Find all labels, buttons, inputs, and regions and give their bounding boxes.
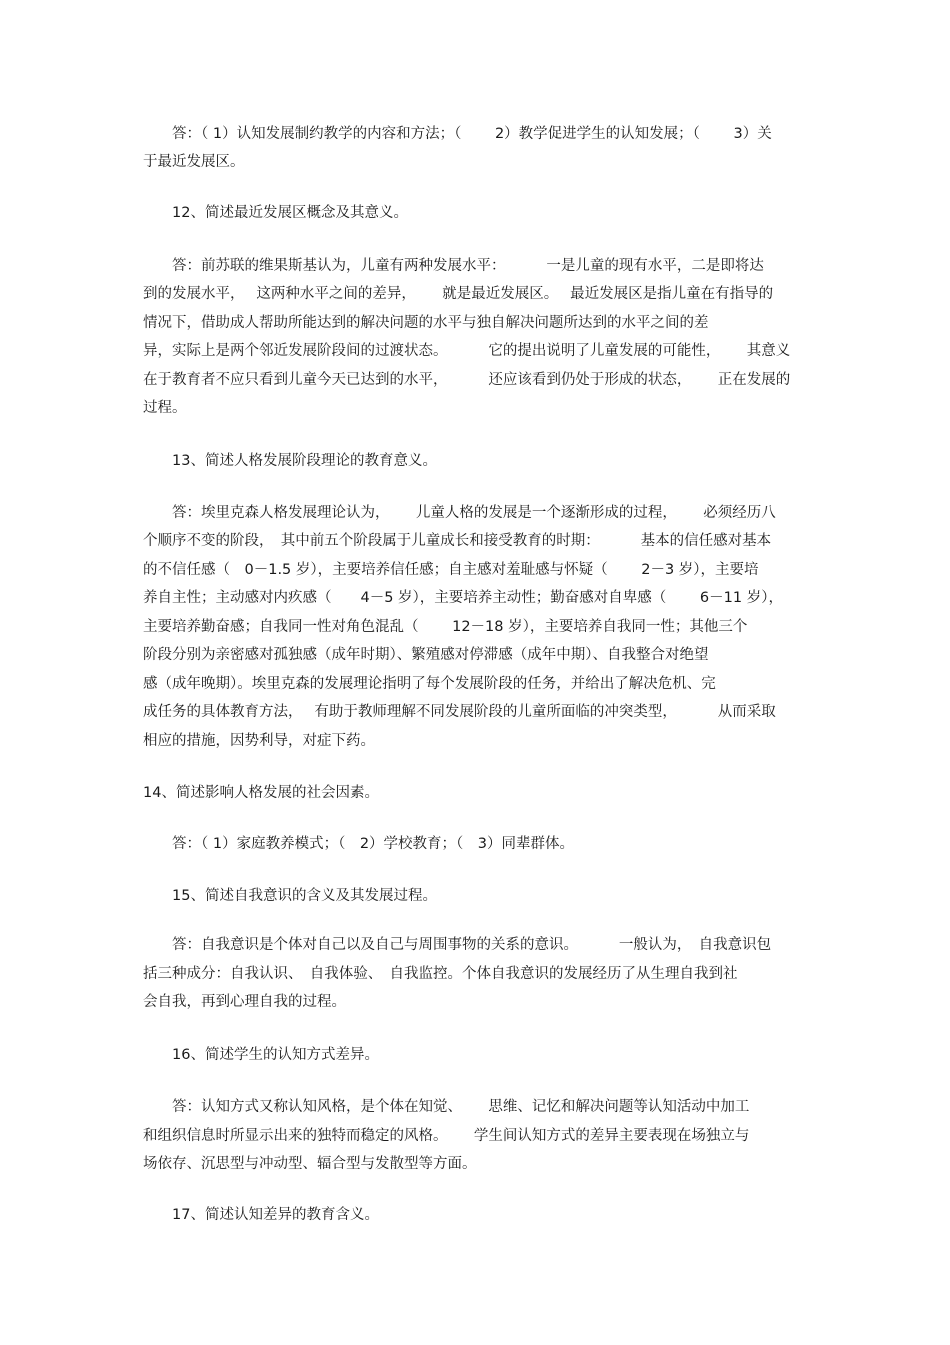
text-line: 答：（ 1）家庭教养模式；（ 2）学校教育；（ 3）同辈群体。 (143, 836, 575, 852)
text-line: 成任务的具体教育方法， 有助于教师理解不同发展阶段的儿童所面临的冲突类型， 从而采取 (143, 704, 776, 720)
text-line: 括三种成分：自我认识、 自我体验、 自我监控。个体自我意识的发展经历了从生理自我到社 (143, 966, 738, 982)
question-heading: 14、简述影响人格发展的社会因素。 (143, 785, 379, 801)
text-line: 异，实际上是两个邻近发展阶段间的过渡状态。 它的提出说明了儿童发展的可能性， 其意义 (143, 343, 791, 359)
text-line: 于最近发展区。 (143, 154, 245, 170)
text-line: 养自主性；主动感对内疚感（ 4－5 岁），主要培养主动性；勤奋感对自卑感（ 6－11 岁）， (143, 590, 783, 606)
text-line: 答：埃里克森人格发展理论认为， 儿童人格的发展是一个逐渐形成的过程， 必须经历八 (143, 505, 776, 521)
text-line: 答：前苏联的维果斯基认为，儿童有两种发展水平： 一是儿童的现有水平，二是即将达 (143, 258, 764, 274)
text-line: 感（成年晚期）。埃里克森的发展理论指明了每个发展阶段的任务，并给出了解决危机、完 (143, 676, 716, 692)
text-line: 在于教育者不应只看到儿童今天已达到的水平， 还应该看到仍处于形成的状态， 正在发展的 (143, 372, 791, 388)
text-line: 主要培养勤奋感；自我同一性对角色混乱（ 12－18 岁），主要培养自我同一性；其他三个 (143, 619, 748, 635)
text-line: 情况下，借助成人帮助所能达到的解决问题的水平与独自解决问题所达到的水平之间的差 (143, 315, 709, 331)
text-line: 答：自我意识是个体对自己以及自己与周围事物的关系的意识。 一般认为， 自我意识包 (143, 937, 772, 953)
question-heading: 17、简述认知差异的教育含义。 (143, 1207, 379, 1223)
text-line: 到的发展水平， 这两种水平之间的差异， 就是最近发展区。 最近发展区是指儿童在有指导的 (143, 286, 774, 302)
text-line: 的不信任感（ 0－1.5 岁），主要培养信任感；自主感对羞耻感与怀疑（ 2－3 岁），主要培 (143, 562, 759, 578)
question-heading: 16、简述学生的认知方式差异。 (143, 1047, 379, 1063)
text-line: 相应的措施，因势利导，对症下药。 (143, 733, 375, 749)
question-heading: 15、简述自我意识的含义及其发展过程。 (143, 888, 437, 904)
text-line: 个顺序不变的阶段， 其中前五个阶段属于儿童成长和接受教育的时期： 基本的信任感对基本 (143, 533, 772, 549)
text-line: 过程。 (143, 400, 187, 416)
text-line: 答：认知方式又称认知风格，是个体在知觉、 思维、记忆和解决问题等认知活动中加工 (143, 1099, 750, 1115)
text-line: 会自我，再到心理自我的过程。 (143, 994, 346, 1010)
text-line: 场依存、沉思型与冲动型、辐合型与发散型等方面。 (143, 1156, 477, 1172)
text-line: 阶段分别为亲密感对孤独感（成年时期）、繁殖感对停滞感（成年中期）、自我整合对绝望 (143, 647, 709, 663)
text-line: 和组织信息时所显示出来的独特而稳定的风格。 学生间认知方式的差异主要表现在场独立与 (143, 1128, 750, 1144)
question-heading: 12、简述最近发展区概念及其意义。 (143, 205, 408, 221)
text-line: 答：（ 1）认知发展制约教学的内容和方法；（ 2）教学促进学生的认知发展；（ 3）关 (143, 126, 772, 142)
question-heading: 13、简述人格发展阶段理论的教育意义。 (143, 453, 437, 469)
